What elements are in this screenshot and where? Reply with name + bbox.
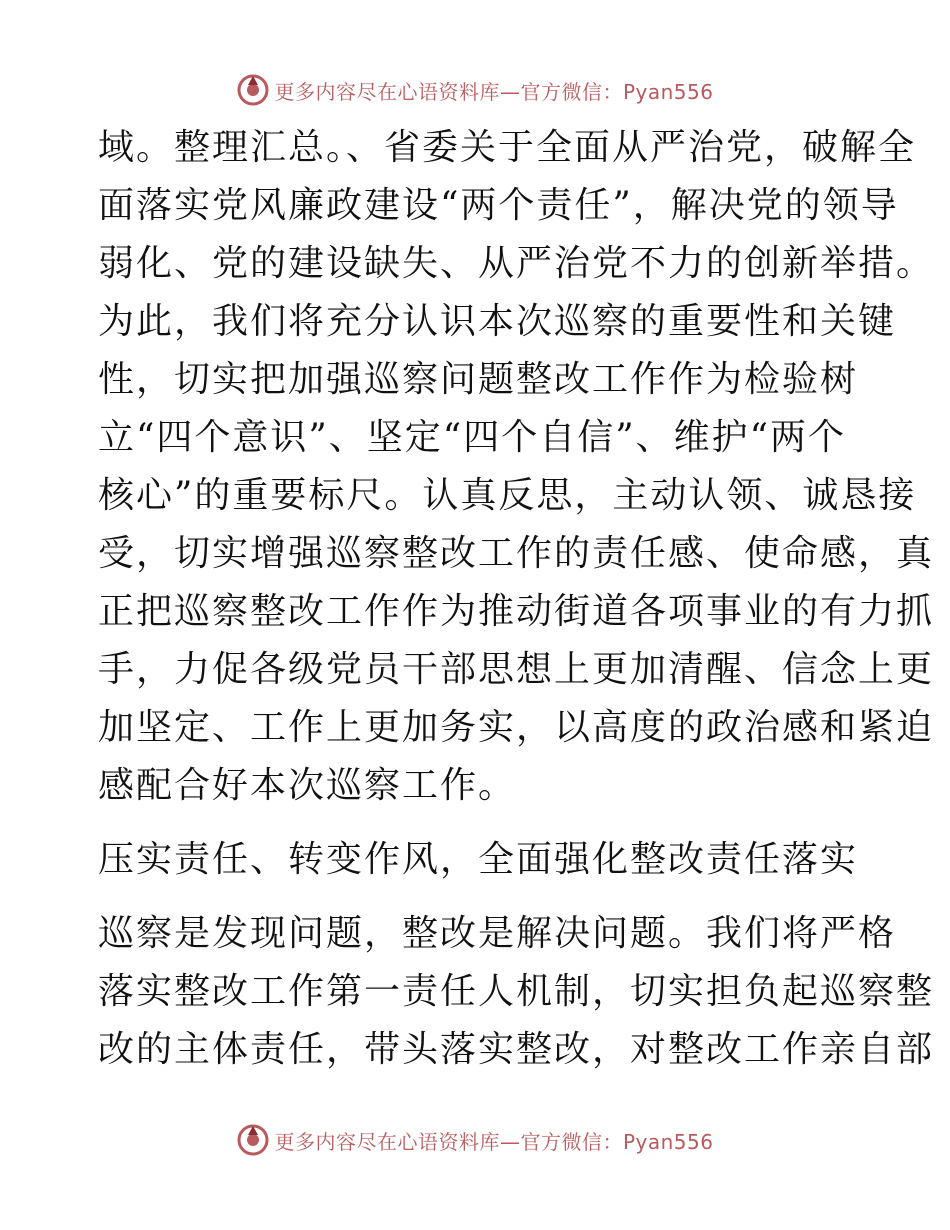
text-line: 面落实党风廉政建设“两个责任”，解决党的领导 bbox=[98, 185, 899, 226]
text-line: 巡察是发现问题，整改是解决问题。我们将严格 bbox=[98, 913, 897, 954]
text-line: 感配合好本次巡察工作。 bbox=[98, 765, 517, 806]
text-line: 性，切实把加强巡察问题整改工作作为检验树 bbox=[98, 359, 859, 400]
text-line: 域。整理汇总。、省委关于全面从严治党，破解全 bbox=[98, 127, 917, 168]
text-line: 加坚定、工作上更加务实，以高度的政治感和紧迫 bbox=[98, 707, 935, 748]
brand-logo-icon bbox=[236, 1123, 270, 1157]
text-line: 为此，我们将充分认识本次巡察的重要性和关键 bbox=[98, 301, 897, 342]
footer-banner bbox=[0, 1120, 950, 1160]
header-banner bbox=[0, 70, 950, 110]
footer-banner-text: 更多内容尽在心语资料库—官方微信：Pyan556 bbox=[274, 1129, 714, 1154]
text-line: 改的主体责任，带头落实整改，对整改工作亲自部 bbox=[98, 1029, 935, 1070]
text-line: 立“四个意识”、坚定“四个自信”、维护“两个 bbox=[98, 417, 847, 458]
header-banner-text: 更多内容尽在心语资料库—官方微信：Pyan556 bbox=[274, 79, 714, 104]
text-line: 核心”的重要标尺。认真反思，主动认领、诚恳接 bbox=[98, 475, 917, 516]
text-line: 弱化、党的建设缺失、从严治党不力的创新举措。 bbox=[98, 243, 935, 284]
text-line: 落实整改工作第一责任人机制，切实担负起巡察整 bbox=[98, 971, 935, 1012]
text-line: 手，力促各级党员干部思想上更加清醒、信念上更 bbox=[98, 649, 935, 690]
text-line: 正把巡察整改工作作为推动街道各项事业的有力抓 bbox=[98, 591, 935, 632]
section-heading: 压实责任、转变作风，全面强化整改责任落实 bbox=[98, 839, 859, 880]
brand-logo-icon bbox=[236, 73, 270, 107]
text-line: 受，切实增强巡察整改工作的责任感、使命感，真 bbox=[98, 533, 935, 574]
